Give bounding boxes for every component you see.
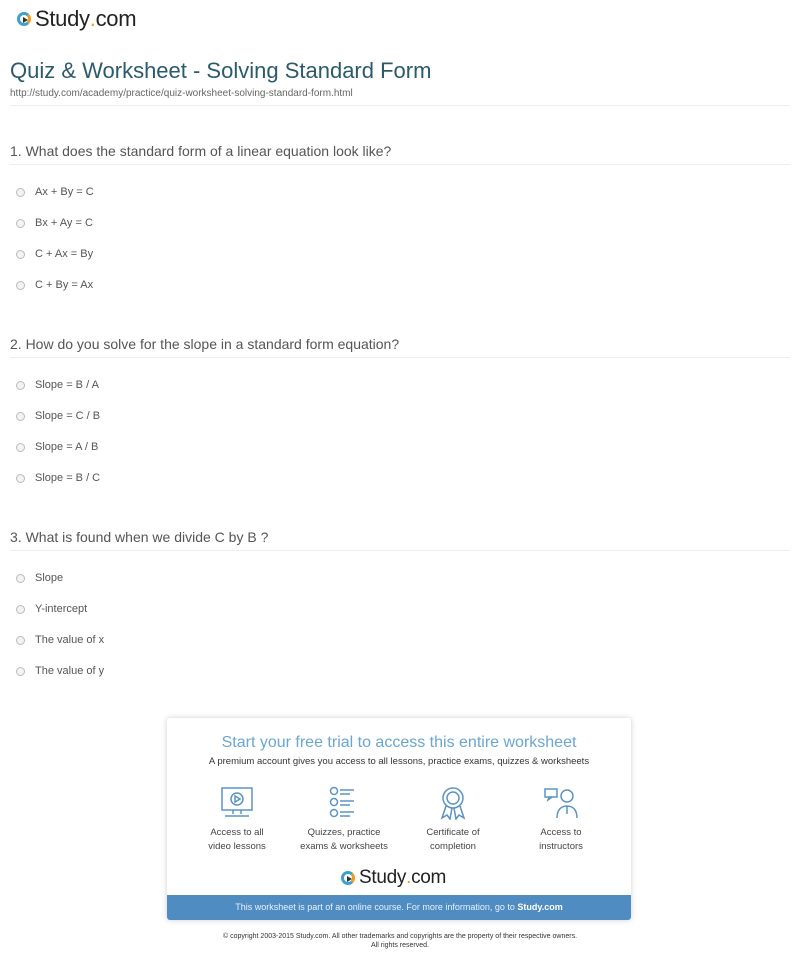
page-url: http://study.com/academy/practice/quiz-worksheet-solving-standard-form.html <box>10 88 353 99</box>
radio-button[interactable] <box>16 219 25 228</box>
answer-option[interactable]: The value of y <box>16 665 104 677</box>
feature-instructors: Access to instructors <box>511 786 611 854</box>
answer-option[interactable]: Slope = B / A <box>16 379 99 391</box>
answer-option[interactable]: Slope = B / C <box>16 472 100 484</box>
study-link[interactable]: Study.com <box>517 902 563 912</box>
course-info-bar: This worksheet is part of an online course. For more information, go to Study.com <box>167 895 631 920</box>
promo-box <box>167 718 631 920</box>
radio-button[interactable] <box>16 605 25 614</box>
video-lesson-icon <box>219 786 255 820</box>
feature-certificate: Certificate of completion <box>403 786 503 854</box>
answer-option[interactable]: The value of x <box>16 634 104 646</box>
divider <box>10 357 790 358</box>
promo-title: Start your free trial to access this entire worksheet <box>221 734 577 751</box>
answer-option[interactable]: Ax + By = C <box>16 186 94 198</box>
radio-button[interactable] <box>16 250 25 259</box>
answer-option[interactable]: Slope <box>16 572 63 584</box>
answer-option[interactable]: Y-intercept <box>16 603 87 615</box>
answer-option[interactable]: C + By = Ax <box>16 279 93 291</box>
question-3: 3. What is found when we divide C by B ? <box>10 529 269 545</box>
feature-video: Access to all video lessons <box>187 786 287 854</box>
question-2: 2. How do you solve for the slope in a standard form equation? <box>10 336 400 352</box>
radio-button[interactable] <box>16 667 25 676</box>
instructor-icon <box>543 786 579 820</box>
copyright: © copyright 2003-2015 Study.com. All other trademarks and copyrights are the property of their respective owners. All rights reserved. <box>222 933 578 949</box>
play-logo-icon <box>341 871 355 885</box>
radio-button[interactable] <box>16 412 25 421</box>
question-1: 1. What does the standard form of a linear equation look like? <box>10 143 392 159</box>
answer-option[interactable]: Slope = A / B <box>16 441 98 453</box>
radio-button[interactable] <box>16 381 25 390</box>
feature-quizzes: Quizzes, practice exams & worksheets <box>294 786 394 854</box>
divider <box>10 105 790 106</box>
promo-logo[interactable]: Study . com <box>341 867 446 889</box>
radio-button[interactable] <box>16 188 25 197</box>
answer-option[interactable]: Bx + Ay = C <box>16 217 93 229</box>
radio-button[interactable] <box>16 574 25 583</box>
play-logo-icon <box>17 12 31 26</box>
page-title: Quiz & Worksheet - Solving Standard Form <box>10 58 432 83</box>
promo-subtitle: A premium account gives you access to all lessons, practice exams, quizzes & worksheets <box>208 756 590 767</box>
divider <box>10 550 790 551</box>
quiz-list-icon <box>326 786 362 820</box>
radio-button[interactable] <box>16 443 25 452</box>
radio-button[interactable] <box>16 474 25 483</box>
answer-option[interactable]: C + Ax = By <box>16 248 93 260</box>
radio-button[interactable] <box>16 281 25 290</box>
answer-option[interactable]: Slope = C / B <box>16 410 100 422</box>
certificate-icon <box>435 786 471 820</box>
study-logo[interactable]: Study . com <box>17 6 136 32</box>
radio-button[interactable] <box>16 636 25 645</box>
divider <box>10 164 790 165</box>
